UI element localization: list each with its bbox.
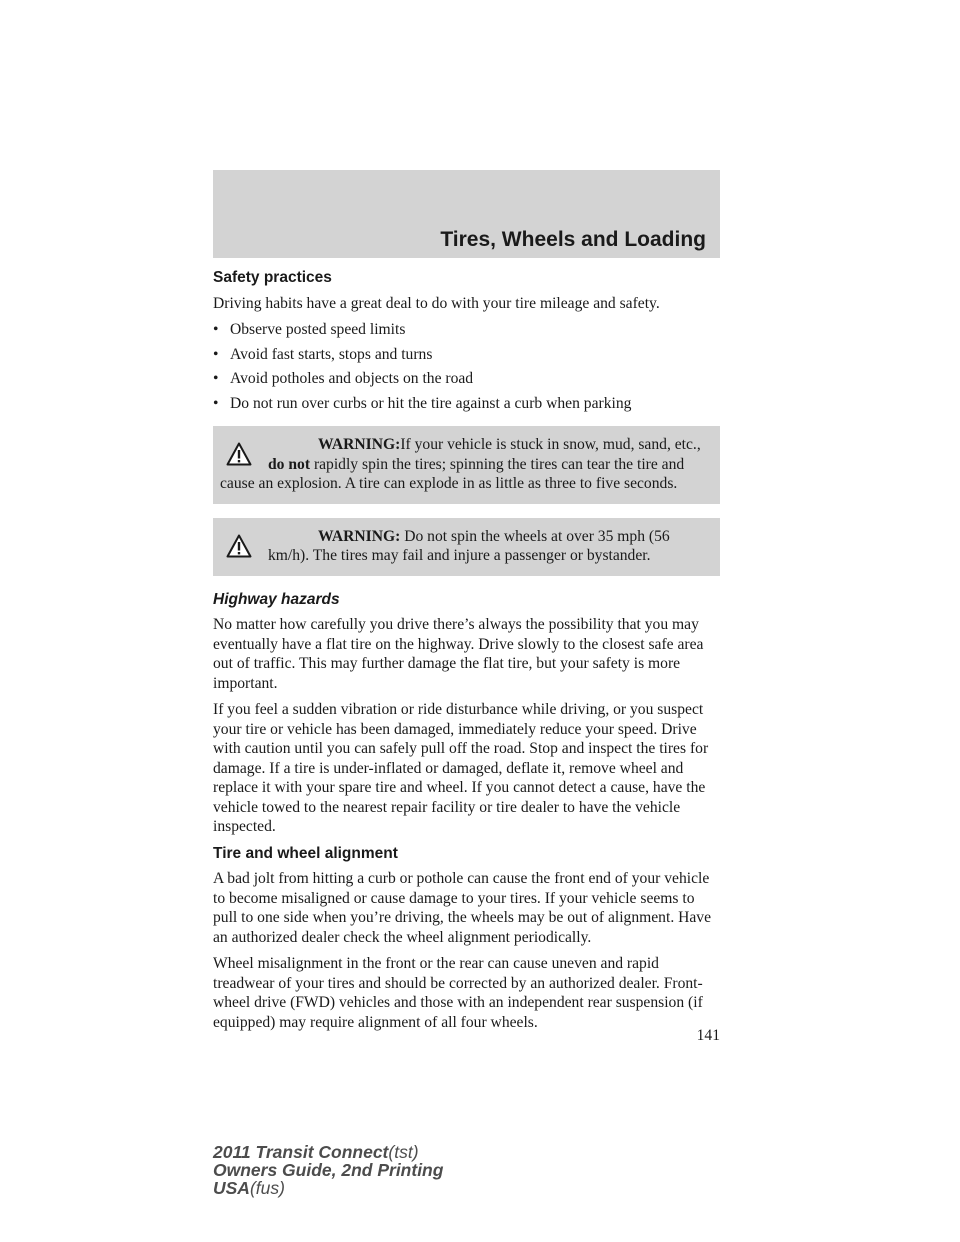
footer-line-2: Owners Guide, 2nd Printing — [213, 1160, 444, 1180]
footer-line-1: 2011 Transit Connect(tst) — [213, 1142, 419, 1162]
warning-triangle-icon — [226, 534, 252, 558]
warning-text: WARNING: Do not spin the wheels at over 35 mph (56 km/h). The tires may fail and injure a passenger or bystander. — [268, 527, 670, 564]
list-item: • Observe posted speed limits — [213, 321, 406, 338]
list-item: • Avoid fast starts, stops and turns — [213, 345, 433, 363]
highway-paragraph-1: No matter how carefully you drive there’s always the possibility that you may eventually have a flat tire on the highway. Drive slowly to the closest safe area out of traffic. This may further damage the flat tire, but your safety is more important. — [213, 616, 704, 692]
safety-practices-heading: Safety practices — [213, 269, 332, 286]
warning-triangle-icon — [226, 442, 252, 466]
footer-line-3: USA(fus) — [213, 1178, 285, 1198]
safety-intro: Driving habits have a great deal to do with your tire mileage and safety. — [213, 294, 660, 312]
document-footer — [213, 1143, 443, 1197]
alignment-paragraph-2: Wheel misalignment in the front or the rear can cause uneven and rapid treadwear of your tires and should be corrected by an authorized dealer. Front-wheel drive (FWD) vehicles and those with an independent rear suspension (if equipped) may require alignment of all four wheels. — [213, 955, 703, 1031]
list-item: • Do not run over curbs or hit the tire against a curb when parking — [213, 394, 632, 412]
safety-bullet-list — [213, 320, 720, 413]
section-title: Tires, Wheels and Loading — [440, 228, 706, 251]
warning-box-wheel-speed — [213, 518, 720, 576]
warning-box-spin-tires — [213, 426, 720, 504]
page-content — [213, 268, 720, 1039]
alignment-paragraph-1: A bad jolt from hitting a curb or pothole can cause the front end of your vehicle to become misaligned or cause damage to your tires. If your vehicle seems to pull to one side when you’re driving, the wheels may be out of alignment. Have an authorized dealer check the wheel alignment periodically. — [213, 870, 712, 946]
list-item: • Avoid potholes and objects on the road — [213, 370, 474, 387]
highway-hazards-heading: Highway hazards — [213, 590, 340, 608]
section-header-band — [213, 170, 720, 258]
highway-paragraph-2: If you feel a sudden vibration or ride disturbance while driving, or you suspect your tire or vehicle has been damaged, immediately reduce your speed. Drive with caution until you can safely pull off the road. Stop and inspect the tires for damage. If a tire is under-inflated or damaged, deflate it, remove wheel and replace it with your spare tire and wheel. If you cannot detect a cause, have the vehicle towed to the nearest repair facility or tire dealer to have the vehicle inspected. — [213, 701, 709, 835]
warning-text: WARNING:If your vehicle is stuck in snow, mud, sand, etc., do not rapidly spin the tires; spinning the tires can tear the tire and cause an explosion. A tire can explode in as little as three to five seconds. — [220, 436, 701, 492]
page-number: 141 — [696, 1027, 720, 1044]
alignment-heading: Tire and wheel alignment — [213, 844, 398, 862]
